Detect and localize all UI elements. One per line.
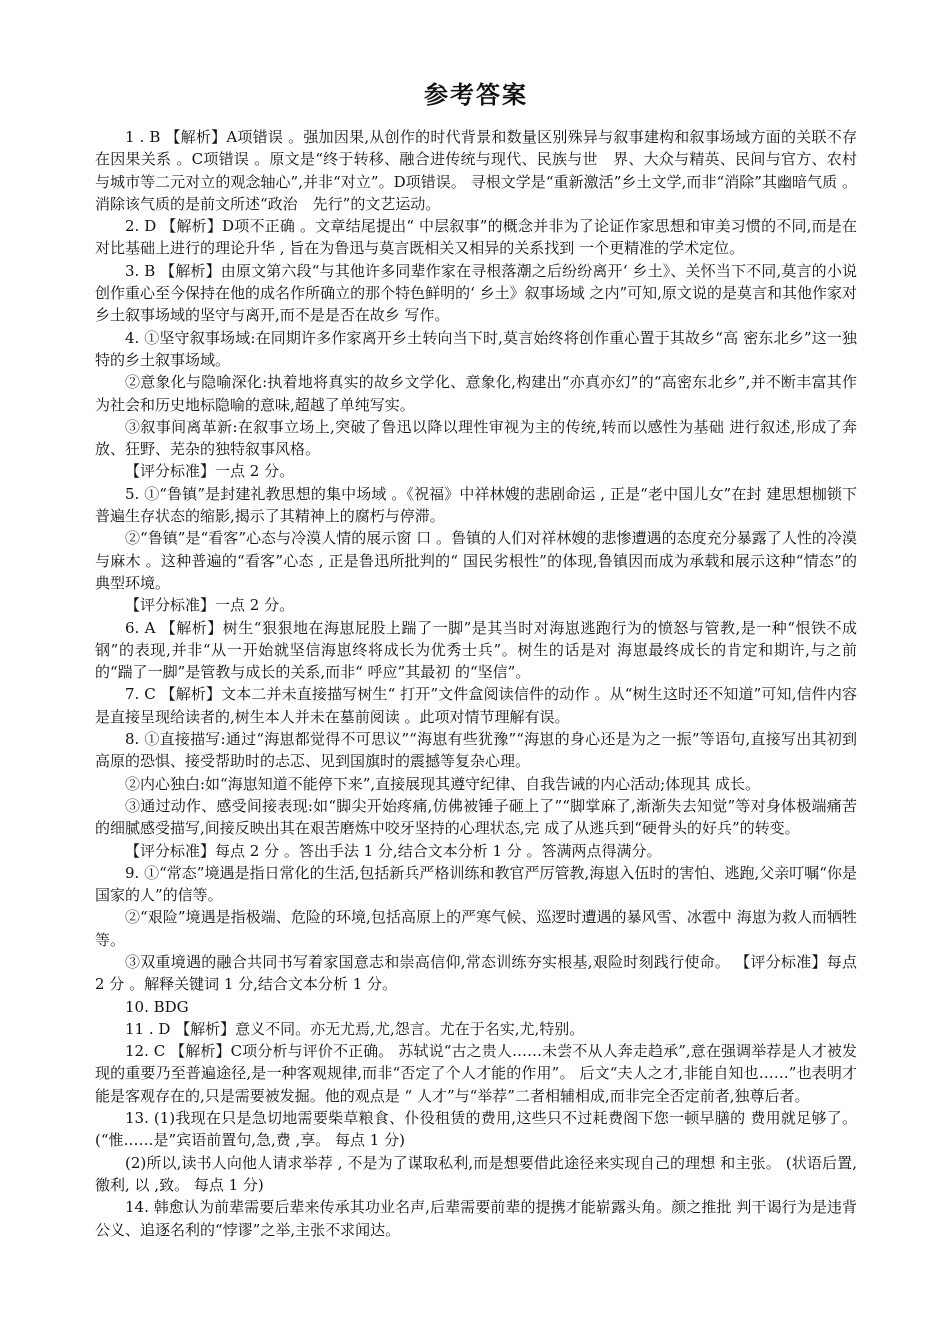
answer-5-point-1: 5. ①“鲁镇”是封建礼教思想的集中场域 。《祝福》中祥林嫂的悲剧命运 , 正是“老中国儿女”在封 建思想枷锁下普遍生存状态的缩影,揭示了其精神上的腐朽与停滞。 <box>95 484 857 526</box>
answer-1: 1 . B 【解析】A项错误 。强加因果,从创作的时代背景和数量区别殊异与叙事建构和叙事场域方面的关联不存在因果关系 。C项错误 。原文是“终于转移、融合进传统与现代、民族与世 界、大众与精英、民间与官方、农村与城市等二元对立的观念轴心”,并非“对立”。D项错误。 寻根文学是“重新激活”乡土文学,而非“消除”其幽暗气质 。消除该气质的是前文所述“政治 先行”的文艺运动。 <box>95 128 857 213</box>
answer-9-point-2: ②“艰险”境遇是指极端、危险的环境,包括高原上的严寒气候、巡逻时遭遇的暴风雪、冰雹中 海崽为救人而牺牲等。 <box>95 908 857 949</box>
answer-4-point-2: ②意象化与隐喻深化:执着地将真实的故乡文学化、意象化,构建出“亦真亦幻”的“高密东北乡”,并不断丰富其作为社会和历史地标隐喻的意味,超越了单纯写实。 <box>95 373 857 414</box>
answer-8-scoring: 【评分标准】每点 2 分 。答出手法 1 分,结合文本分析 1 分 。答满两点得满分。 <box>125 841 662 860</box>
answer-document <box>95 78 857 1241</box>
answer-11: 11 . D 【解析】意义不同。亦无尤焉,尤,怨言。尤在于名实,尤,特别。 <box>125 1019 585 1038</box>
answer-7: 7. C 【解析】文本二并未直接描写树生“ 打开”文件盒阅读信件的动作 。从“树生这时还不知道”可知,信件内容是直接呈现给读者的,树生本人并未在墓前阅读 。此项对情节理解有误。 <box>95 685 857 726</box>
answer-3: 3. B 【解析】由原文第六段“与其他许多同辈作家在寻根落潮之后纷纷离开‘ 乡土》、关怀当下不同,莫言的小说创作重心至今保持在他的成名作所确立的那个特色鲜明的‘ 乡土》叙事场域 之内”可知,原文说的是莫言和其他作家对乡土叙事场域的坚守与离开,而不是是否在故乡 写作。 <box>95 261 857 325</box>
answer-body <box>95 126 857 1241</box>
answer-12: 12. C 【解析】C项分析与评价不正确。 苏轼说“古之贵人……未尝不从人奔走趋承”,意在强调举荐是人才被发现的重要乃至普遍途径,是一种客观规律,而非“否定了个人才能的作用”。 后文“夫人之才,非能自知也……”也表明才能是客观存在的,只是需要被发掘。他的观点是 “ 人才”与“举荐”二者相辅相成,而非完全否定前者,独尊后者。 <box>95 1042 857 1105</box>
answer-13-part-2: (2)所以,读书人向他人请求举荐 , 不是为了谋取私利,而是想要借此途径来实现自己的理想 和主张。 (状语后置,徼利, 以 ,致。 每点 1 分) <box>95 1153 857 1194</box>
answer-8-point-2: ②内心独白:如“海崽知道不能停下来”,直接展现其遵守纪律、自我告诫的内心活动;体现其 成长。 <box>125 774 760 793</box>
answer-9-point-1: 9. ①“常态”境遇是指日常化的生活,包括新兵严格训练和教官严厉管教,海崽入伍时的害怕、逃跑,父亲叮嘱“你是国家的人”的信等。 <box>95 863 857 905</box>
answer-2: 2. D 【解析】D项不正确 。文章结尾提出“ 中层叙事”的概念并非为了论证作家思想和审美习惯的不同,而是在对比基础上进行的理论升华 , 旨在为鲁迅与莫言既相关又相异的关系找到 一个更精准的学术定位。 <box>95 217 857 258</box>
answer-6: 6. A 【解析】树生“狠狠地在海崽屁股上踹了一脚”是其当时对海崽逃跑行为的愤怒与管教,是一种“恨铁不成钢”的表现,并非“从一开始就坚信海崽终将成长为优秀士兵”。树生的话是对 海崽最终成长的肯定和期许,与之前的“踹了一脚”是管教与成长的关系,而非“ 呼应”其最初 的“坚信”。 <box>95 618 857 682</box>
answer-4-point-1: 4. ①坚守叙事场域:在同期许多作家离开乡土转向当下时,莫言始终将创作重心置于其故乡“高 密东北乡”这一独特的乡土叙事场域。 <box>95 328 857 369</box>
answer-14: 14. 韩愈认为前辈需要后辈来传承其功业名声,后辈需要前辈的提携才能崭露头角。颜之推批 判干谒行为是违背公义、追逐名利的“悖谬”之举,主张不求闻达。 <box>95 1198 857 1239</box>
answer-4-scoring: 【评分标准】一点 2 分。 <box>125 462 295 481</box>
answer-5-scoring: 【评分标准】一点 2 分。 <box>125 596 295 615</box>
answer-9-point-3: ③双重境遇的融合共同书写着家国意志和崇高信仰,常态训练夯实根基,艰险时刻践行使命。 【评分标准】每点 2 分 。解释关键词 1 分,结合文本分析 1 分。 <box>95 952 857 994</box>
answer-4-point-3: ③叙事间离革新:在叙事立场上,突破了鲁迅以降以理性审视为主的传统,转而以感性为基础 进行叙述,形成了奔放、狂野、芜杂的独特叙事风格。 <box>95 417 857 459</box>
answer-10: 10. BDG <box>125 997 189 1016</box>
answer-5-point-2: ②“鲁镇”是“看客”心态与冷漠人情的展示窗 口 。鲁镇的人们对祥林嫂的悲惨遭遇的态度充分暴露了人性的冷漠与麻木 。这种普遍的“看客”心态 , 正是鲁迅所批判的“ 国民劣根性”的体现,鲁镇因而成为承载和展示这种“情态”的典型环境。 <box>95 529 857 592</box>
answer-8-point-3: ③通过动作、感受间接表现:如“脚尖开始疼痛,仿佛被锤子砸上了”“脚掌麻了,渐渐失去知觉”等对身体极端痛苦的细腻感受描写,间接反映出其在艰苦磨炼中咬牙坚持的心理状态,完 成了从逃兵到“硬骨头的好兵”的转变。 <box>95 796 857 838</box>
answer-13-part-1: 13. (1)我现在只是急切地需要柴草粮食、仆役租赁的费用,这些只不过耗费阁下您一顿早膳的 费用就足够了。(“惟……是”宾语前置句,急,费 ,享。 每点 1 分) <box>95 1109 857 1150</box>
answer-8-point-1: 8. ①直接描写:通过“海崽都觉得不可思议”“海崽有些犹豫”“海崽的身心还是为之一振”等语句,直接写出其初到高原的恐惧、接受帮助时的忐忑、见到国旗时的震撼等复杂心理。 <box>95 730 857 771</box>
page-title: 参考答案 <box>424 81 528 109</box>
